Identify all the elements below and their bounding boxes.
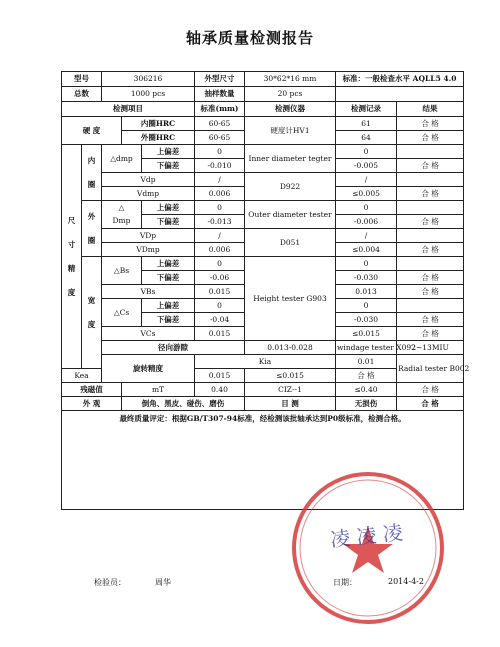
- outer-ring-label: 外 圈: [82, 201, 102, 257]
- inner-vdmp-rec: ≤0.005: [336, 187, 397, 201]
- outer-vdp-rec: /: [336, 229, 397, 243]
- hardness-row: [62, 117, 464, 131]
- inner-upper-res: [397, 145, 464, 159]
- appearance-name: 倒角、黑皮、碰伤、磨伤: [122, 397, 245, 411]
- standard-text: 标准：一般检查水平 AQLL5 4.0: [336, 72, 464, 87]
- inner-upper-std: 0: [195, 145, 245, 159]
- magnetism-name: mT: [122, 383, 195, 397]
- inner-lower-res: 合 格: [397, 159, 464, 173]
- width-bs-upper-res: [397, 257, 464, 271]
- width-bs-lower-std: -0.06: [195, 271, 245, 285]
- width-vbs-label: VBs: [102, 285, 195, 299]
- magnetism-rec: ≤0.40: [336, 383, 397, 397]
- width-cs-lower-rec: -0.030: [336, 313, 397, 327]
- outer-vdmp-res: 合 格: [397, 243, 464, 257]
- width-cs-upper-rec: 0: [336, 299, 397, 313]
- hardness-inner-std: 60-65: [195, 117, 245, 131]
- header-result: 结果: [397, 102, 464, 117]
- width-cs-upper-label: 上偏差: [142, 299, 195, 313]
- outer-upper-rec: 0: [336, 201, 397, 215]
- hardness-outer-std: 60-65: [195, 131, 245, 145]
- conclusion-text: 最终质量评定：根据GB/T307-94标准，经检测该批轴承达到P0级标准，检测合格。: [62, 411, 464, 510]
- outer-lower-rec: -0.006: [336, 215, 397, 229]
- sample-label: 抽样数量: [195, 87, 245, 102]
- width-bs-upper-label: 上偏差: [142, 257, 195, 271]
- clearance-instrument: windage tester X092: [336, 341, 397, 355]
- magnetism-instrument: CIZ--1: [245, 383, 336, 397]
- total-value: 1000 pcs: [102, 87, 195, 102]
- runout-kea-std: 0.015: [195, 369, 245, 383]
- inner-instrument-2: D922: [245, 173, 336, 201]
- outer-dmp-upper-row: [62, 201, 464, 215]
- hardness-outer-res: 合 格: [397, 131, 464, 145]
- outer-lower-std: -0.013: [195, 215, 245, 229]
- outer-vdmp-rec: ≤0.004: [336, 243, 397, 257]
- inner-vdp-res: [397, 173, 464, 187]
- report-table: [61, 71, 470, 510]
- outer-instrument-2: D051: [245, 229, 336, 257]
- inner-vdp-label: Vdp: [102, 173, 195, 187]
- width-vbs-rec: 0.013: [336, 285, 397, 299]
- hardness-outer-name: 外圈HRC: [122, 131, 195, 145]
- outer-lower-res: 合 格: [397, 215, 464, 229]
- width-cs-lower-std: -0.04: [195, 313, 245, 327]
- width-cs-lower-label: 下偏差: [142, 313, 195, 327]
- width-cs-label: △Cs: [102, 299, 142, 327]
- inner-vdp-std: /: [195, 173, 245, 187]
- magnetism-res: 合 格: [397, 383, 464, 397]
- inner-lower-rec: -0.005: [336, 159, 397, 173]
- outer-delta-label: △: [102, 201, 142, 215]
- model-value: 306216: [102, 72, 195, 87]
- inner-vdmp-label: Vdmp: [102, 187, 195, 201]
- width-vcs-label: VCs: [102, 327, 195, 341]
- inner-vdp-row: [62, 173, 464, 187]
- width-cs-lower-res: 合 格: [397, 313, 464, 327]
- inner-instrument: Inner diameter tegter: [245, 145, 336, 173]
- runout-kia-name: Kia: [195, 355, 336, 369]
- inspector-label: 检验员：: [94, 578, 126, 587]
- inner-dmp-upper-row: [62, 145, 464, 159]
- report-title: 轴承质量检测报告: [185, 29, 314, 47]
- header-row: [62, 102, 464, 117]
- magnetism-std: 0.40: [195, 383, 245, 397]
- runout-label: 旋转精度: [102, 355, 195, 383]
- outer-vdp-std: /: [195, 229, 245, 243]
- width-bs-upper-row: [62, 257, 464, 271]
- inner-vdp-rec: /: [336, 173, 397, 187]
- width-cs-upper-res: [397, 299, 464, 313]
- inner-vdmp-std: 0.006: [195, 187, 245, 201]
- clearance-rec: 2~13MIU: [397, 341, 464, 355]
- inner-vdmp-res: 合 格: [397, 187, 464, 201]
- width-bs-upper-rec: 0: [336, 257, 397, 271]
- width-bs-lower-label: 下偏差: [142, 271, 195, 285]
- dimension-label: 尺 寸 精 度: [62, 145, 82, 369]
- width-label: 宽 度: [82, 257, 102, 369]
- hardness-instrument: 硬度计HV1: [245, 117, 336, 145]
- header-item: 检测项目: [62, 102, 195, 117]
- inner-upper-label: 上偏差: [142, 145, 195, 159]
- clearance-row: [62, 341, 464, 355]
- inspector-name: 周华: [155, 578, 171, 587]
- outer-upper-std: 0: [195, 201, 245, 215]
- outer-vdp-row: [62, 229, 464, 243]
- signature: 凌 凌 凌: [329, 520, 404, 552]
- appearance-instrument: 目 测: [245, 397, 336, 411]
- runout-row: [62, 355, 464, 369]
- width-bs-label: △Bs: [102, 257, 142, 285]
- runout-kea-res: 合 格: [336, 369, 397, 383]
- outer-vdmp-std: 0.006: [195, 243, 245, 257]
- header-instrument: 检测仪器: [245, 102, 336, 117]
- outer-upper-res: [397, 201, 464, 215]
- width-bs-lower-res: 合 格: [397, 271, 464, 285]
- width-vcs-std: 0.015: [195, 327, 245, 341]
- hardness-outer-rec: 64: [336, 131, 397, 145]
- runout-kea-name: Kea: [62, 369, 102, 383]
- width-bs-upper-std: 0: [195, 257, 245, 271]
- width-vbs-std: 0.015: [195, 285, 245, 299]
- outer-dmp-label: Dmp: [102, 215, 142, 229]
- outer-vdp-res: [397, 229, 464, 243]
- hardness-inner-res: 合 格: [397, 117, 464, 131]
- clearance-label: 径向游隙: [102, 341, 245, 355]
- runout-instrument: Radial tester B002: [397, 355, 464, 383]
- inner-upper-rec: 0: [336, 145, 397, 159]
- header-record: 检测记录: [336, 102, 397, 117]
- total-label: 总数: [62, 87, 102, 102]
- model-label: 型号: [62, 72, 102, 87]
- clearance-std: 0.013-0.028: [245, 341, 336, 355]
- inner-lower-label: 下偏差: [142, 159, 195, 173]
- runout-kia-std: 0.01: [336, 355, 397, 369]
- width-bs-lower-rec: -0.030: [336, 271, 397, 285]
- width-vcs-rec: ≤0.015: [336, 327, 397, 341]
- width-vbs-res: 合 格: [397, 285, 464, 299]
- outer-vdp-label: VDp: [102, 229, 195, 243]
- info-row-2: [62, 87, 464, 102]
- size-label: 外型尺寸: [195, 72, 245, 87]
- appearance-res: 合 格: [397, 397, 464, 411]
- appearance-rec: 无损伤: [336, 397, 397, 411]
- sample-value: 20 pcs: [245, 87, 336, 102]
- inner-ring-label: 内 圈: [82, 145, 102, 201]
- date-value: 2014-4-2: [388, 577, 424, 586]
- size-value: 30*62*16 mm: [245, 72, 336, 87]
- outer-vdmp-label: VDmp: [102, 243, 195, 257]
- hardness-inner-name: 内圈HRC: [122, 117, 195, 131]
- width-cs-upper-std: 0: [195, 299, 245, 313]
- outer-lower-label: 下偏差: [142, 215, 195, 229]
- hardness-label: 硬 度: [62, 117, 122, 145]
- width-instrument: Height tester G903: [245, 257, 336, 341]
- info-row-1: [62, 72, 464, 87]
- appearance-label: 外 观: [62, 397, 122, 411]
- magnetism-row: [62, 383, 464, 397]
- hardness-inner-rec: 61: [336, 117, 397, 131]
- inner-lower-std: -0.010: [195, 159, 245, 173]
- appearance-row: [62, 397, 464, 411]
- outer-instrument: Outer diameter tester: [245, 201, 336, 229]
- date-label: 日期：: [333, 578, 357, 587]
- magnetism-label: 残磁值: [62, 383, 122, 397]
- inner-dmp-label: △dmp: [102, 145, 142, 173]
- runout-kea-rec: ≤0.015: [245, 369, 336, 383]
- info-blank: [336, 87, 464, 102]
- outer-upper-label: 上偏差: [142, 201, 195, 215]
- header-standard: 标准(mm): [195, 102, 245, 117]
- width-vcs-res: 合 格: [397, 327, 464, 341]
